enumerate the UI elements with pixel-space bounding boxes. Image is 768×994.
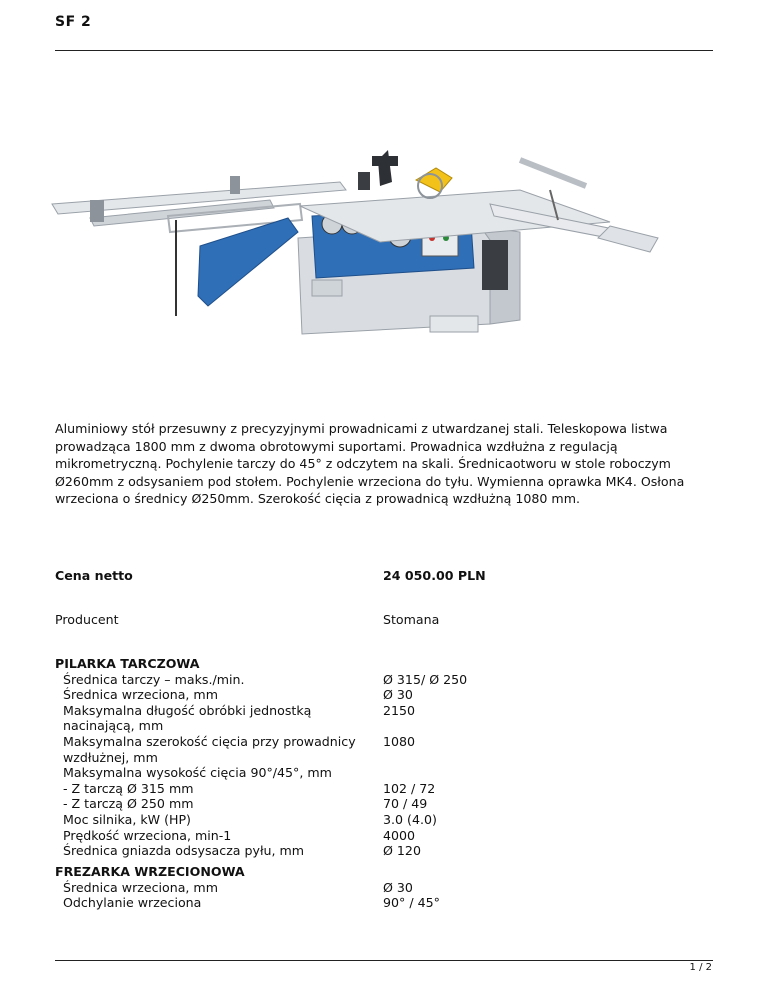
spec-row	[55, 734, 715, 765]
spec-row	[55, 828, 715, 844]
spec-label: Średnica wrzeciona, mm	[63, 879, 218, 895]
spec-label: Średnica tarczy – maks./min.	[63, 671, 245, 687]
spec-label: Średnica gniazda odsysacza pyłu, mm	[63, 843, 305, 859]
spec-value: Ø 30	[383, 687, 413, 703]
spec-label: Odchylanie wrzeciona	[63, 895, 202, 911]
spec-row	[55, 765, 715, 781]
spec-value: 70 / 49	[383, 796, 428, 812]
spec-label: Średnica wrzeciona, mm	[63, 687, 218, 703]
spec-label: Maksymalna szerokość cięcia przy prowadnicy wzdłużnej, mm	[63, 733, 356, 765]
header-divider	[55, 50, 713, 51]
product-image	[50, 120, 662, 360]
spec-value: 2150	[383, 702, 416, 718]
spec-row	[55, 796, 715, 812]
spec-label: Maksymalna długość obróbki jednostką nacinającą, mm	[63, 702, 312, 734]
spec-value: 102 / 72	[383, 780, 436, 796]
spec-value: Ø 120	[383, 843, 421, 859]
price-label: Cena netto	[55, 568, 133, 583]
spec-row	[55, 843, 715, 859]
product-description: Aluminiowy stół przesuwny z precyzyjnymi prowadnicami z utwardzanej stali. Teleskopowa listwa prowadząca 1800 mm z dwoma obrotowymi suportami. Prowadnica wzdłużna z regulacją mikrometryczną. Pochylenie tarczy do 45° z odczytem na skali. Średnicaotworu w stole roboczym Ø260mm z odsysaniem pod stołem. Pochylenie wrzeciona do tyłu. Wymienna oprawka MK4. Osłona wrzeciona o średnicy Ø250mm. Szerokość cięcia z prowadnicą wzdłużną 1080 mm.	[55, 421, 685, 506]
page-number: 1 / 2	[689, 962, 712, 973]
spec-row	[55, 703, 715, 734]
spec-row	[55, 880, 715, 896]
spec-label: Maksymalna wysokość cięcia 90°/45°, mm	[63, 765, 332, 781]
spec-value: 4000	[383, 827, 416, 843]
saw-spec-section	[55, 656, 715, 859]
producer-label: Producent	[55, 612, 119, 627]
saw-spec-heading: PILARKA TARCZOWA	[55, 656, 200, 671]
spec-label: Moc silnika, kW (HP)	[63, 811, 191, 827]
spec-value: 90° / 45°	[383, 895, 440, 911]
shaper-spec-section	[55, 864, 715, 911]
spec-row	[55, 672, 715, 688]
spec-label: - Z tarczą Ø 315 mm	[63, 780, 194, 796]
spec-row	[55, 781, 715, 797]
spec-row	[55, 687, 715, 703]
shaper-spec-heading: FREZARKA WRZECIONOWA	[55, 864, 245, 879]
price-value: 24 050.00 PLN	[383, 568, 486, 583]
spec-value: 1080	[383, 733, 416, 749]
spec-value: Ø 30	[383, 879, 413, 895]
spec-row	[55, 812, 715, 828]
footer-divider	[55, 960, 713, 961]
spec-value: Ø 315/ Ø 250	[383, 671, 468, 687]
spec-row	[55, 895, 715, 911]
spec-value: 3.0 (4.0)	[383, 811, 437, 827]
page-title: SF 2	[55, 14, 92, 30]
spec-label: - Z tarczą Ø 250 mm	[63, 796, 194, 812]
producer-value: Stomana	[383, 612, 440, 627]
spec-label: Prędkość wrzeciona, min-1	[63, 827, 232, 843]
